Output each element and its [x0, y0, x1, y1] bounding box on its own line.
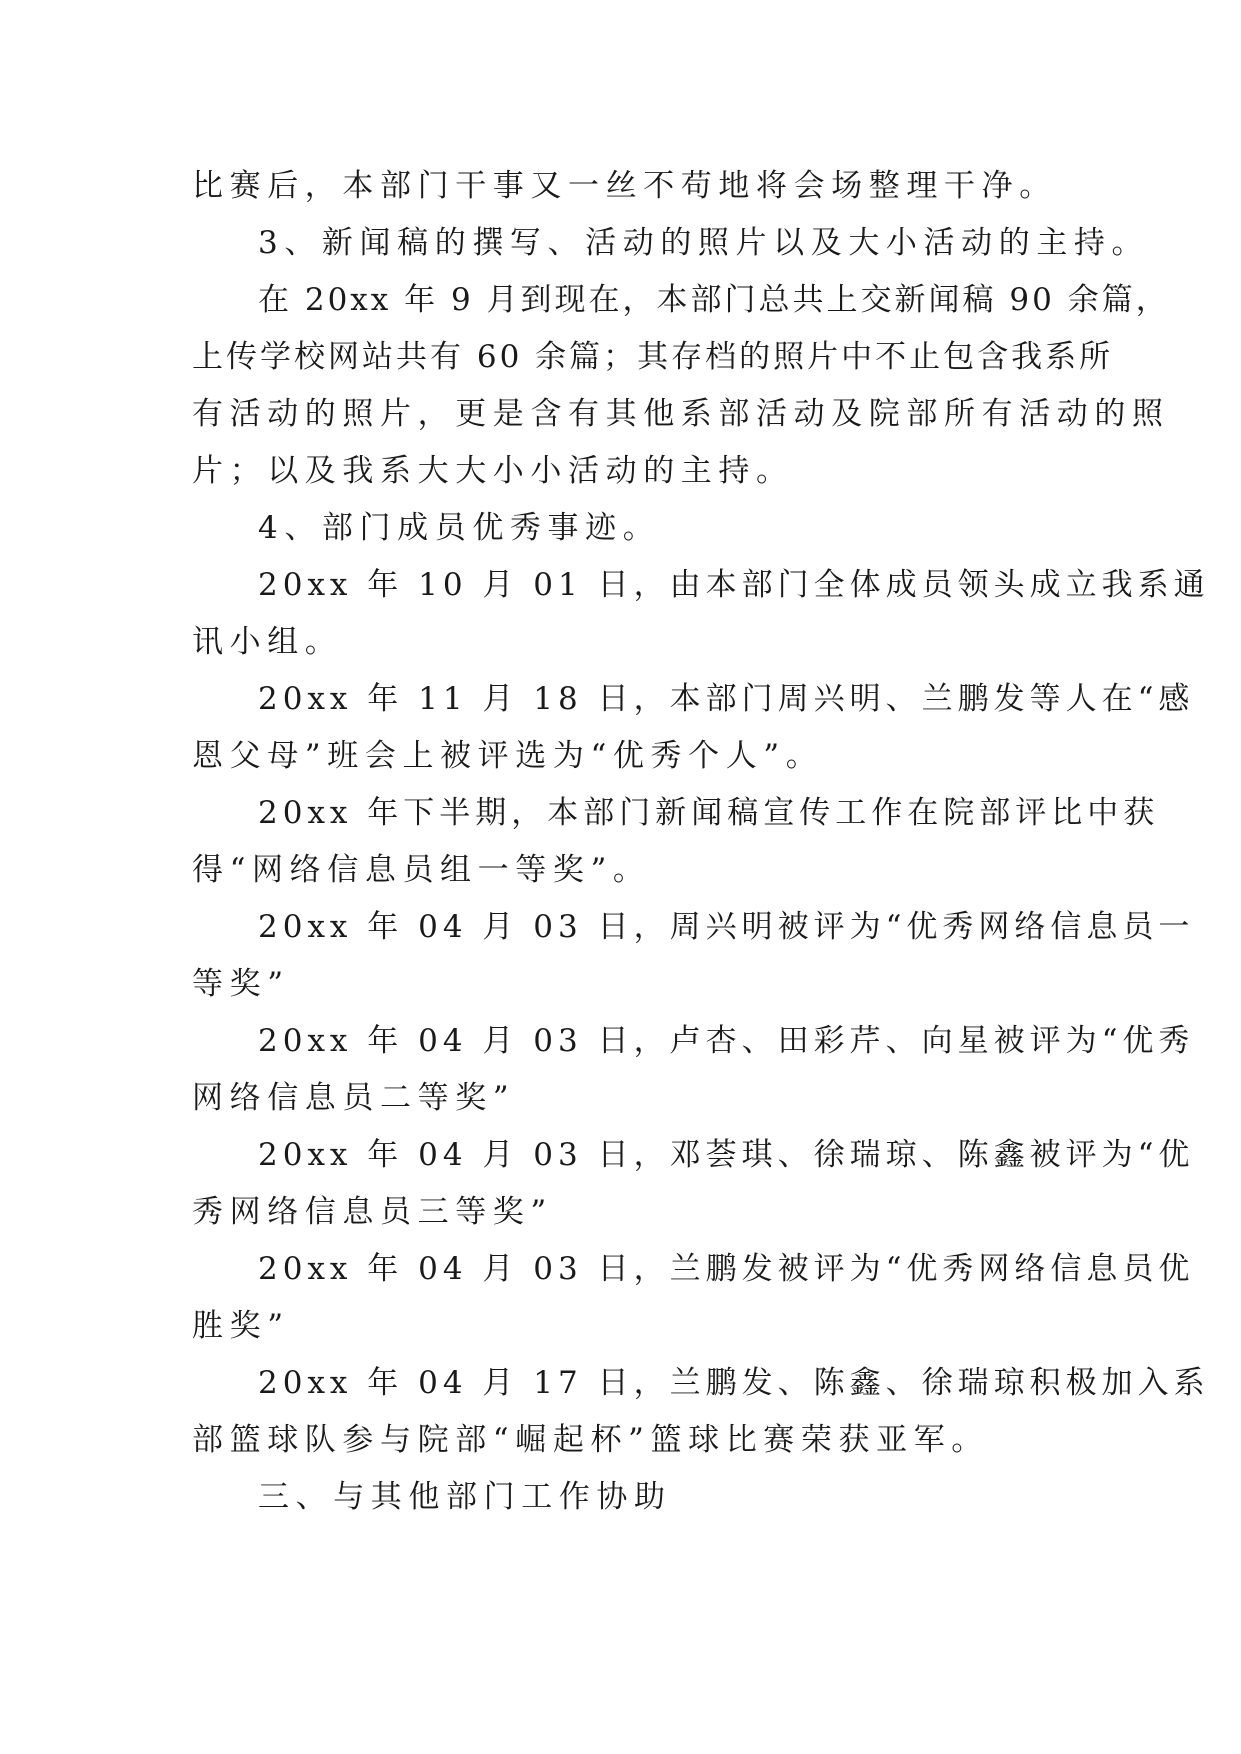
text-line: 等奖”	[192, 966, 290, 1002]
text-line: 20xx 年 10 月 01 日，由本部门全体成员领头成立我系通	[258, 567, 1210, 603]
text-line: 20xx 年 04 月 03 日，邓荟琪、徐瑞琼、陈鑫被评为“优	[258, 1137, 1195, 1173]
text-line: 20xx 年 04 月 17 日，兰鹏发、陈鑫、徐瑞琼积极加入系	[258, 1365, 1210, 1401]
text-line: 20xx 年 04 月 03 日，周兴明被评为“优秀网络信息员一	[258, 909, 1195, 945]
text-line: 片；以及我系大大小小活动的主持。	[192, 453, 794, 489]
text-line: 恩父母”班会上被评选为“优秀个人”。	[192, 738, 824, 774]
text-line: 秀网络信息员三等奖”	[192, 1194, 553, 1230]
section-heading: 三、与其他部门工作协助	[258, 1479, 672, 1515]
text-line: 胜奖”	[192, 1308, 290, 1344]
text-line: 比赛后，本部门干事又一丝不苟地将会场整理干净。	[192, 168, 1057, 204]
text-line: 上传学校网站共有 60 余篇；其存档的照片中不止包含我系所	[192, 339, 1114, 375]
text-line: 20xx 年 04 月 03 日，卢杏、田彩芹、向星被评为“优秀	[258, 1023, 1195, 1059]
text-line: 20xx 年 04 月 03 日，兰鹏发被评为“优秀网络信息员优	[258, 1251, 1195, 1287]
text-line: 4、部门成员优秀事迹。	[258, 510, 661, 546]
text-line: 部篮球队参与院部“崛起杯”篮球比赛荣获亚军。	[192, 1422, 989, 1458]
text-line: 有活动的照片，更是含有其他系部活动及院部所有活动的照	[192, 396, 1170, 432]
text-line: 网络信息员二等奖”	[192, 1080, 516, 1116]
text-line: 在 20xx 年 9 月到现在，本部门总共上交新闻稿 90 余篇，	[258, 282, 1170, 318]
text-line: 得“网络信息员组一等奖”。	[192, 852, 651, 888]
text-line: 20xx 年 11 月 18 日，本部门周兴明、兰鹏发等人在“感	[258, 681, 1195, 717]
text-line: 讯小组。	[192, 624, 343, 660]
text-line: 20xx 年下半期，本部门新闻稿宣传工作在院部评比中获	[258, 795, 1160, 831]
text-line: 3、新闻稿的撰写、活动的照片以及大小活动的主持。	[258, 225, 1150, 261]
